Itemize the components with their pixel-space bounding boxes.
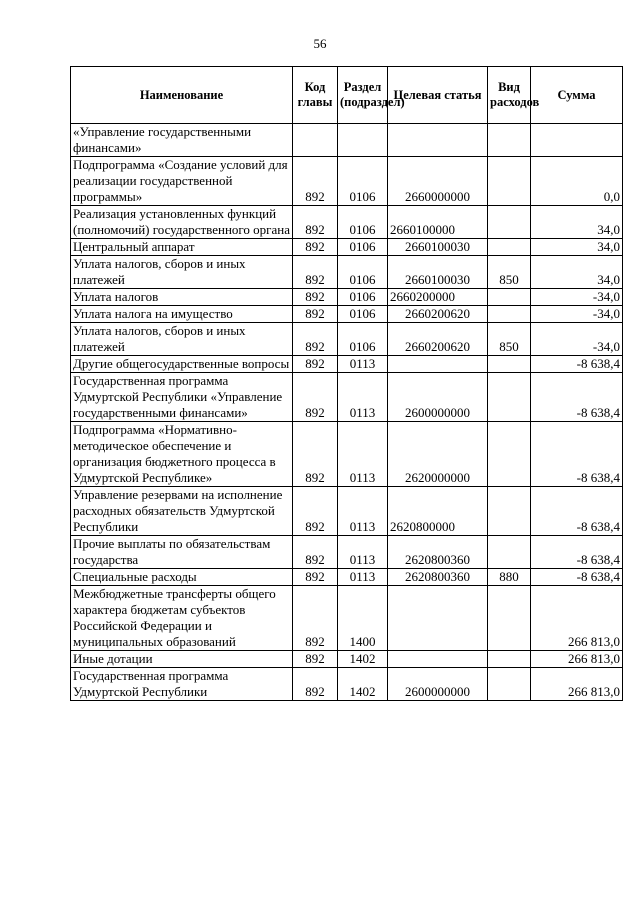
header-target: Целевая статья [388,67,488,124]
cell-expense-type [488,651,531,668]
table-header-row [71,67,623,124]
cell-target [388,124,488,157]
cell-expense-type: 880 [488,569,531,586]
cell-code: 892 [293,289,338,306]
cell-section: 0106 [338,306,388,323]
cell-code: 892 [293,487,338,536]
cell-section: 0113 [338,487,388,536]
table-row [71,323,623,356]
cell-amount: 34,0 [531,206,623,239]
cell-name: Государственная программа Удмуртской Республики [71,668,293,701]
cell-expense-type [488,306,531,323]
cell-target: 2660200620 [388,323,488,356]
cell-name: Специальные расходы [71,569,293,586]
cell-expense-type [488,239,531,256]
cell-target [388,356,488,373]
cell-section: 0113 [338,422,388,487]
cell-code: 892 [293,157,338,206]
cell-section: 1400 [338,586,388,651]
cell-expense-type [488,668,531,701]
cell-name: Уплата налогов [71,289,293,306]
cell-amount: 266 813,0 [531,668,623,701]
cell-amount: 0,0 [531,157,623,206]
cell-section: 0106 [338,239,388,256]
cell-expense-type [488,422,531,487]
table-row [71,487,623,536]
cell-target: 2620800360 [388,569,488,586]
cell-section: 0106 [338,206,388,239]
cell-name: Подпрограмма «Создание условий для реализации государственной программы» [71,157,293,206]
cell-code: 892 [293,306,338,323]
cell-name: Иные дотации [71,651,293,668]
table-row [71,651,623,668]
table-row [71,586,623,651]
cell-expense-type: 850 [488,323,531,356]
cell-amount: -34,0 [531,306,623,323]
cell-section: 0106 [338,289,388,306]
cell-expense-type [488,536,531,569]
table-row [71,124,623,157]
cell-amount: -8 638,4 [531,373,623,422]
cell-name: Подпрограмма «Нормативно-методическое обеспечение и организация бюджетного процесса в Удмуртской Республике» [71,422,293,487]
cell-expense-type [488,586,531,651]
cell-target [388,651,488,668]
cell-name: Межбюджетные трансферты общего характера бюджетам субъектов Российской Федерации и муниципальных образований [71,586,293,651]
cell-code: 892 [293,569,338,586]
cell-amount: 34,0 [531,256,623,289]
cell-name: Другие общегосударственные вопросы [71,356,293,373]
cell-code: 892 [293,356,338,373]
cell-code: 892 [293,586,338,651]
cell-section: 0113 [338,373,388,422]
cell-expense-type: 850 [488,256,531,289]
table-row [71,668,623,701]
table-row [71,256,623,289]
cell-target: 2660200000 [388,289,488,306]
cell-expense-type [488,356,531,373]
cell-section: 0113 [338,536,388,569]
cell-code: 892 [293,536,338,569]
cell-name: Реализация установленных функций (полномочий) государственного органа [71,206,293,239]
cell-target: 2660100000 [388,206,488,239]
header-code: Код главы [293,67,338,124]
cell-amount: -8 638,4 [531,487,623,536]
cell-section: 0106 [338,323,388,356]
cell-amount: 34,0 [531,239,623,256]
cell-expense-type [488,124,531,157]
cell-code: 892 [293,256,338,289]
table-row [71,157,623,206]
cell-expense-type [488,157,531,206]
cell-section: 1402 [338,651,388,668]
cell-code [293,124,338,157]
cell-target: 2660000000 [388,157,488,206]
header-section: Раздел (подраздел) [338,67,388,124]
cell-expense-type [488,289,531,306]
table-row [71,206,623,239]
cell-section: 0106 [338,256,388,289]
cell-target: 2600000000 [388,373,488,422]
cell-amount [531,124,623,157]
cell-name: Уплата налогов, сборов и иных платежей [71,256,293,289]
cell-expense-type [488,206,531,239]
cell-code: 892 [293,206,338,239]
cell-target: 2660200620 [388,306,488,323]
cell-amount: 266 813,0 [531,586,623,651]
cell-amount: -8 638,4 [531,536,623,569]
cell-name: Уплата налогов, сборов и иных платежей [71,323,293,356]
cell-target: 2660100030 [388,239,488,256]
cell-target: 2660100030 [388,256,488,289]
header-amount: Сумма [531,67,623,124]
cell-name: Прочие выплаты по обязательствам государства [71,536,293,569]
cell-expense-type [488,487,531,536]
cell-code: 892 [293,373,338,422]
cell-amount: -34,0 [531,289,623,306]
cell-amount: -34,0 [531,323,623,356]
cell-amount: -8 638,4 [531,569,623,586]
cell-section: 1402 [338,668,388,701]
table-row [71,373,623,422]
table-row [71,569,623,586]
table-row [71,239,623,256]
cell-code: 892 [293,239,338,256]
page-number: 56 [313,36,327,51]
cell-amount: 266 813,0 [531,651,623,668]
cell-target: 2600000000 [388,668,488,701]
cell-target: 2620800000 [388,487,488,536]
table-row [71,289,623,306]
table-row [71,306,623,323]
cell-target: 2620800360 [388,536,488,569]
cell-section: 0106 [338,157,388,206]
cell-code: 892 [293,651,338,668]
cell-name: «Управление государственными финансами» [71,124,293,157]
cell-section: 0113 [338,569,388,586]
cell-name: Управление резервами на исполнение расходных обязательств Удмуртской Республики [71,487,293,536]
table-row [71,536,623,569]
cell-code: 892 [293,422,338,487]
cell-target: 2620000000 [388,422,488,487]
cell-section [338,124,388,157]
cell-code: 892 [293,323,338,356]
table-row [71,356,623,373]
cell-section: 0113 [338,356,388,373]
header-name: Наименование [71,67,293,124]
cell-expense-type [488,373,531,422]
cell-target [388,586,488,651]
table-row [71,422,623,487]
cell-amount: -8 638,4 [531,356,623,373]
cell-amount: -8 638,4 [531,422,623,487]
budget-table [70,66,623,701]
cell-name: Центральный аппарат [71,239,293,256]
header-expense-type: Вид расходов [488,67,531,124]
cell-name: Уплата налога на имущество [71,306,293,323]
cell-name: Государственная программа Удмуртской Республики «Управление государственными финансами» [71,373,293,422]
cell-code: 892 [293,668,338,701]
